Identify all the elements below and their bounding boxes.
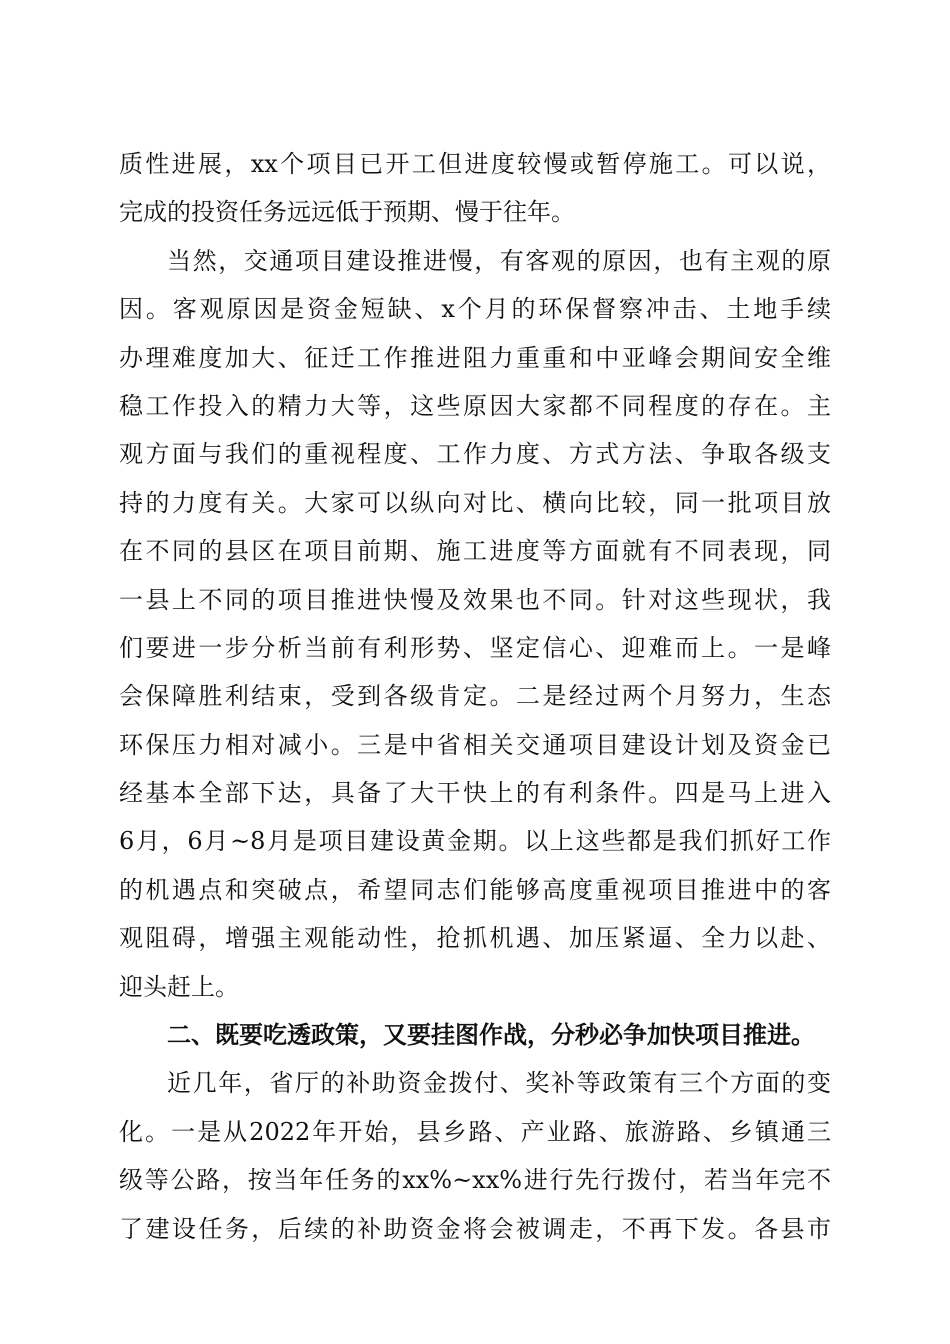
text-line: 了建设任务，后续的补助资金将会被调走，不再下发。各县市 [119,1214,831,1243]
text-line: 观阻碍，增强主观能动性，抢抓机遇、加压紧逼、全力以赴、 [119,924,831,953]
text-line: 迎头赶上。 [119,972,239,1001]
text-line: 6月，6月~8月是项目建设黄金期。以上这些都是我们抓好工作 [119,827,831,856]
section-heading: 二、既要吃透政策，又要挂图作战，分秒必争加快项目推进。 [167,1021,815,1050]
text-line: 持的力度有关。大家可以纵向对比、横向比较，同一批项目放 [119,488,831,517]
text-line: 办理难度加大、征迁工作推进阻力重重和中亚峰会期间安全维 [119,343,831,372]
text-line: 近几年，省厅的补助资金拨付、奖补等政策有三个方面的变 [167,1069,831,1098]
text-line: 环保压力相对减小。三是中省相关交通项目建设计划及资金已 [119,730,831,759]
text-line: 观方面与我们的重视程度、工作力度、方式方法、争取各级支 [119,440,831,469]
text-line: 稳工作投入的精力大等，这些原因大家都不同程度的存在。主 [119,391,831,420]
text-line: 的机遇点和突破点，希望同志们能够高度重视项目推进中的客 [119,875,831,904]
text-line: 质性进展，xx个项目已开工但进度较慢或暂停施工。可以说， [119,150,831,178]
text-line: 一县上不同的项目推进快慢及效果也不同。针对这些现状，我 [119,585,831,614]
text-line: 级等公路，按当年任务的xx%~xx%进行先行拨付，若当年完不 [119,1166,831,1195]
document-body [119,140,831,1253]
text-line: 化。一是从2022年开始，县乡路、产业路、旅游路、乡镇通三 [119,1117,831,1146]
text-line: 完成的投资任务远远低于预期、慢于往年。 [119,198,575,227]
text-line: 因。客观原因是资金短缺、x个月的环保督察冲击、土地手续 [119,295,831,324]
text-line: 在不同的县区在项目前期、施工进度等方面就有不同表现，同 [119,537,831,566]
text-line: 们要进一步分析当前有利形势、坚定信心、迎难而上。一是峰 [119,633,831,662]
text-line: 当然，交通项目建设推进慢，有客观的原因，也有主观的原 [167,246,831,275]
text-line: 会保障胜利结束，受到各级肯定。二是经过两个月努力，生态 [119,682,831,711]
text-line: 经基本全部下达，具备了大干快上的有利条件。四是马上进入 [119,779,831,808]
